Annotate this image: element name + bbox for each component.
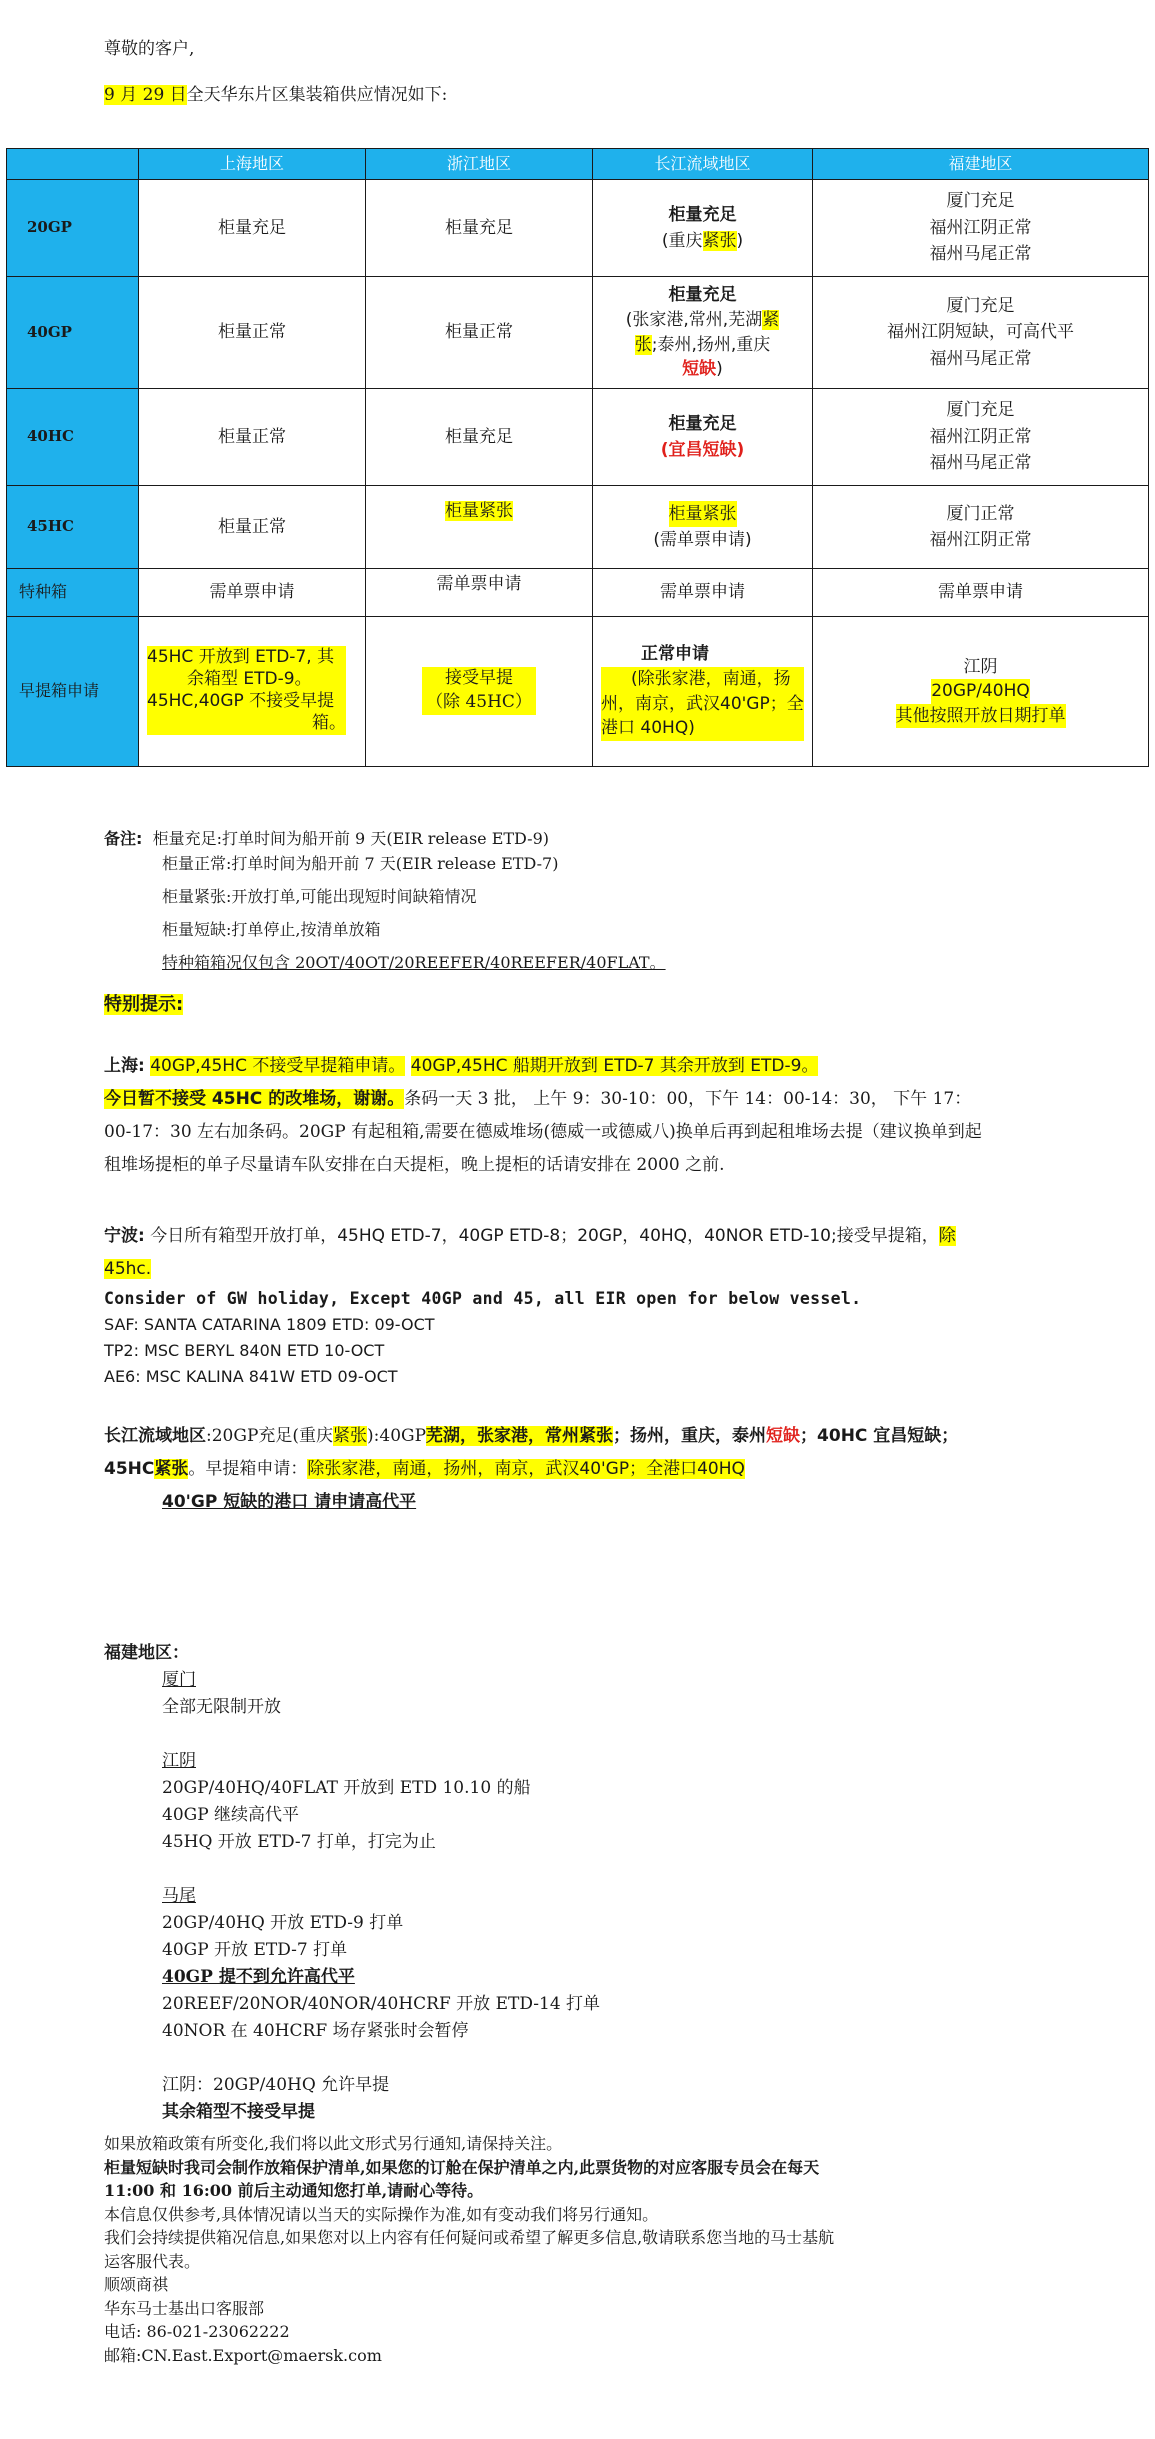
cell-changjiang: [593, 180, 813, 277]
changjiang-note: 40'GP 短缺的港口 请申请高代平: [162, 1492, 417, 1512]
notes-label: 备注:: [104, 829, 143, 848]
ningbo-english-note: Consider of GW holiday, Except 40GP and 45, all EIR open for below vessel.: [104, 1289, 862, 1308]
special-notice-title: 特别提示:: [104, 994, 184, 1015]
supply-table: [6, 148, 1149, 767]
cell-zhejiang: 柜量正常: [366, 277, 593, 389]
fujian-port-xiamen: 厦门: [162, 1670, 196, 1690]
row-40gp: [7, 277, 1149, 389]
cell-changjiang: 柜量紧张 (需单票申请): [593, 486, 813, 569]
row-45hc: [7, 486, 1149, 569]
fujian-line: 20GP/40HQ/40FLAT 开放到 ETD 10.10 的船: [162, 1778, 531, 1798]
cell-changjiang: 需单票申请: [593, 569, 813, 617]
cell-shanghai: 45HC 开放到 ETD-7, 其 余箱型 ETD-9。 45HC,40GP 不接受早提 箱。: [139, 617, 366, 767]
header-shanghai: 上海地区: [139, 149, 366, 180]
row-20gp: [7, 180, 1149, 277]
cell-changjiang: 柜量充足 (张家港,常州,芜湖紧 张;泰州,扬州,重庆 短缺): [593, 277, 813, 389]
cell-fujian: 厦门充足 福州江阴正常 福州马尾正常: [813, 389, 1149, 486]
fujian-early-bold: 其余箱型不接受早提: [162, 2102, 315, 2122]
cell-zhejiang: 需单票申请: [366, 569, 593, 617]
cj-main: 柜量充足: [668, 204, 737, 225]
fujian-section: [104, 1640, 600, 2126]
shanghai-paragraph: 上海: 40GP,45HC 不接受早提箱申请。 40GP,45HC 船期开放到 ETD-7 其余开放到 ETD-9。 今日暂不接受 45HC 的改堆场，谢谢。条码一天 3 批， 上午 9：30-10：00，下午 14：00-14：30， 下午 17：00-17：30 左右加条码。20GP 有起租箱,需要在德威堆场(德威一或德威八)换单后再到起租堆场去提（建议换单到起租堆场提柜的单子尽量请车队安排在白天提柜，晚上提柜的话请安排在 2000 之前.: [104, 1056, 982, 1175]
note-item: 柜量短缺:打单停止,按清单放箱: [162, 920, 381, 939]
shanghai-label: 上海:: [104, 1056, 145, 1076]
footer-line: 运客服代表。: [104, 2251, 201, 2271]
fujian-port-mawei: 马尾: [162, 1886, 196, 1906]
cell-shanghai: 柜量正常: [139, 486, 366, 569]
header-zhejiang: 浙江地区: [366, 149, 593, 180]
cell-fujian: 厦门充足 福州江阴正常 福州马尾正常: [813, 180, 1149, 277]
changjiang-paragraph: 长江流域地区:20GP充足(重庆紧张):40GP芜湖，张家港，常州紧张；扬州，重庆，泰州短缺；40HC 宜昌短缺；45HC紧张。早提箱申请：除张家港，南通，扬州，南京，武汉40'GP；全港口40HQ 40'GP 短缺的港口 请申请高代平: [104, 1426, 959, 1512]
cell-shanghai: 柜量正常: [139, 389, 366, 486]
fujian-line: 40NOR 在 40HCRF 场存紧张时会暂停: [162, 2021, 469, 2041]
header-corner: [7, 149, 139, 180]
cell-shanghai: 需单票申请: [139, 569, 366, 617]
note-item: 柜量紧张:开放打单,可能出现短时间缺箱情况: [162, 887, 477, 906]
cell-zhejiang: 柜量充足: [366, 180, 593, 277]
header-changjiang: 长江流域地区: [593, 149, 813, 180]
cell-zhejiang: 柜量充足: [366, 389, 593, 486]
fujian-line: 40GP 继续高代平: [162, 1805, 300, 1825]
row-40hc: [7, 389, 1149, 486]
note-item: 柜量正常:打单时间为船开前 7 天(EIR release ETD-7): [162, 854, 559, 873]
row-special: [7, 569, 1149, 617]
intro: [104, 80, 447, 105]
footer-line: 柜量短缺时我司会制作放箱保护清单,如果您的订舱在保护清单之内,此票货物的对应客服专员会在每天: [104, 2157, 820, 2177]
cell-changjiang: 正常申请 (除张家港，南通，扬 州，南京，武汉40'GP；全 港口 40HQ): [593, 617, 813, 767]
fujian-title: 福建地区：: [104, 1643, 189, 1663]
row-label: 40GP: [7, 277, 139, 389]
notes-section: [104, 822, 666, 979]
header-row: [7, 149, 1149, 180]
footer-line: 11:00 和 16:00 前后主动通知您打单,请耐心等待。: [104, 2181, 484, 2200]
footer-line: 如果放箱政策有所变化,我们将以此文形式另行通知,请保持关注。: [104, 2134, 563, 2153]
footer-line: 华东马士基出口客服部: [104, 2298, 265, 2318]
cell-fujian: 需单票申请: [813, 569, 1149, 617]
cj-sub: (重庆紧张): [661, 231, 744, 251]
greeting: 尊敬的客户,: [104, 39, 195, 59]
note-item: 柜量充足:打单时间为船开前 9 天(EIR release ETD-9): [152, 829, 550, 848]
header-fujian: 福建地区: [813, 149, 1149, 180]
row-early-pickup: [7, 617, 1149, 767]
row-label: 特种箱: [7, 569, 139, 617]
cell-zhejiang: 接受早提 （除 45HC）: [366, 617, 593, 767]
changjiang-label: 长江流域地区: [104, 1426, 206, 1446]
fujian-line: 40GP 开放 ETD-7 打单: [162, 1940, 348, 1960]
vessel-line: AE6: MSC KALINA 841W ETD 09-OCT: [104, 1367, 398, 1386]
vessel-line: TP2: MSC BERYL 840N ETD 10-OCT: [104, 1341, 385, 1360]
fujian-line: 20REEF/20NOR/40NOR/40HCRF 开放 ETD-14 打单: [162, 1994, 601, 2014]
footer-line: 电话: 86-021-23062222: [104, 2322, 290, 2341]
row-label: 40HC: [7, 389, 139, 486]
vessel-line: SAF: SANTA CATARINA 1809 ETD: 09-OCT: [104, 1315, 435, 1334]
cell-shanghai: 柜量充足: [139, 180, 366, 277]
ningbo-paragraph: 宁波: 今日所有箱型开放打单，45HQ ETD-7，40GP ETD-8；20GP，40HQ，40NOR ETD-10;接受早提箱，除 45hc. Consider of GW holiday, Except 40GP and 45, all EIR open for below vessel. SAF: SANTA CATARINA 1809 ETD: 09-OCT TP2: MSC BERYL 840N ETD 10-OCT AE6: MSC KALINA 841W ETD 09-OCT: [104, 1220, 989, 1390]
footer-line: 本信息仅供参考,具体情况请以当天的实际操作为准,如有变动我们将另行通知。: [104, 2204, 659, 2224]
intro-text: 全天华东片区集装箱供应情况如下:: [186, 85, 448, 105]
cell-fujian: 厦门正常 福州江阴正常: [813, 486, 1149, 569]
fujian-line: 45HQ 开放 ETD-7 打单，打完为止: [162, 1832, 436, 1852]
cell-changjiang: 柜量充足 (宜昌短缺): [593, 389, 813, 486]
row-label: 45HC: [7, 486, 139, 569]
row-label: 早提箱申请: [7, 617, 139, 767]
footer-email[interactable]: 邮箱:CN.East.Export@maersk.com: [104, 2345, 382, 2365]
footer: [104, 2132, 1004, 2367]
intro-date: 9 月 29 日: [104, 85, 187, 105]
cell-zhejiang: 柜量紧张: [366, 486, 593, 569]
note-item: 特种箱箱况仅包含 20OT/40OT/20REEFER/40REEFER/40FLAT。: [162, 953, 666, 972]
ningbo-label: 宁波:: [104, 1226, 145, 1246]
fujian-early: 江阴：20GP/40HQ 允许早提: [162, 2075, 390, 2095]
footer-line: 顺颂商祺: [104, 2275, 169, 2294]
footer-line: 我们会持续提供箱况信息,如果您对以上内容有任何疑问或希望了解更多信息,敬请联系您当地的马士基航: [104, 2228, 835, 2247]
fujian-line: 40GP 提不到允许高代平: [162, 1967, 355, 1987]
cell-fujian: 江阴 20GP/40HQ 其他按照开放日期打单: [813, 617, 1149, 767]
cell-shanghai: 柜量正常: [139, 277, 366, 389]
fujian-port-jiangyin: 江阴: [162, 1751, 196, 1771]
cell-fujian: 厦门充足 福州江阴短缺，可高代平 福州马尾正常: [813, 277, 1149, 389]
row-label: 20GP: [7, 180, 139, 277]
fujian-line: 20GP/40HQ 开放 ETD-9 打单: [162, 1913, 404, 1933]
fujian-line: 全部无限制开放: [162, 1697, 281, 1717]
